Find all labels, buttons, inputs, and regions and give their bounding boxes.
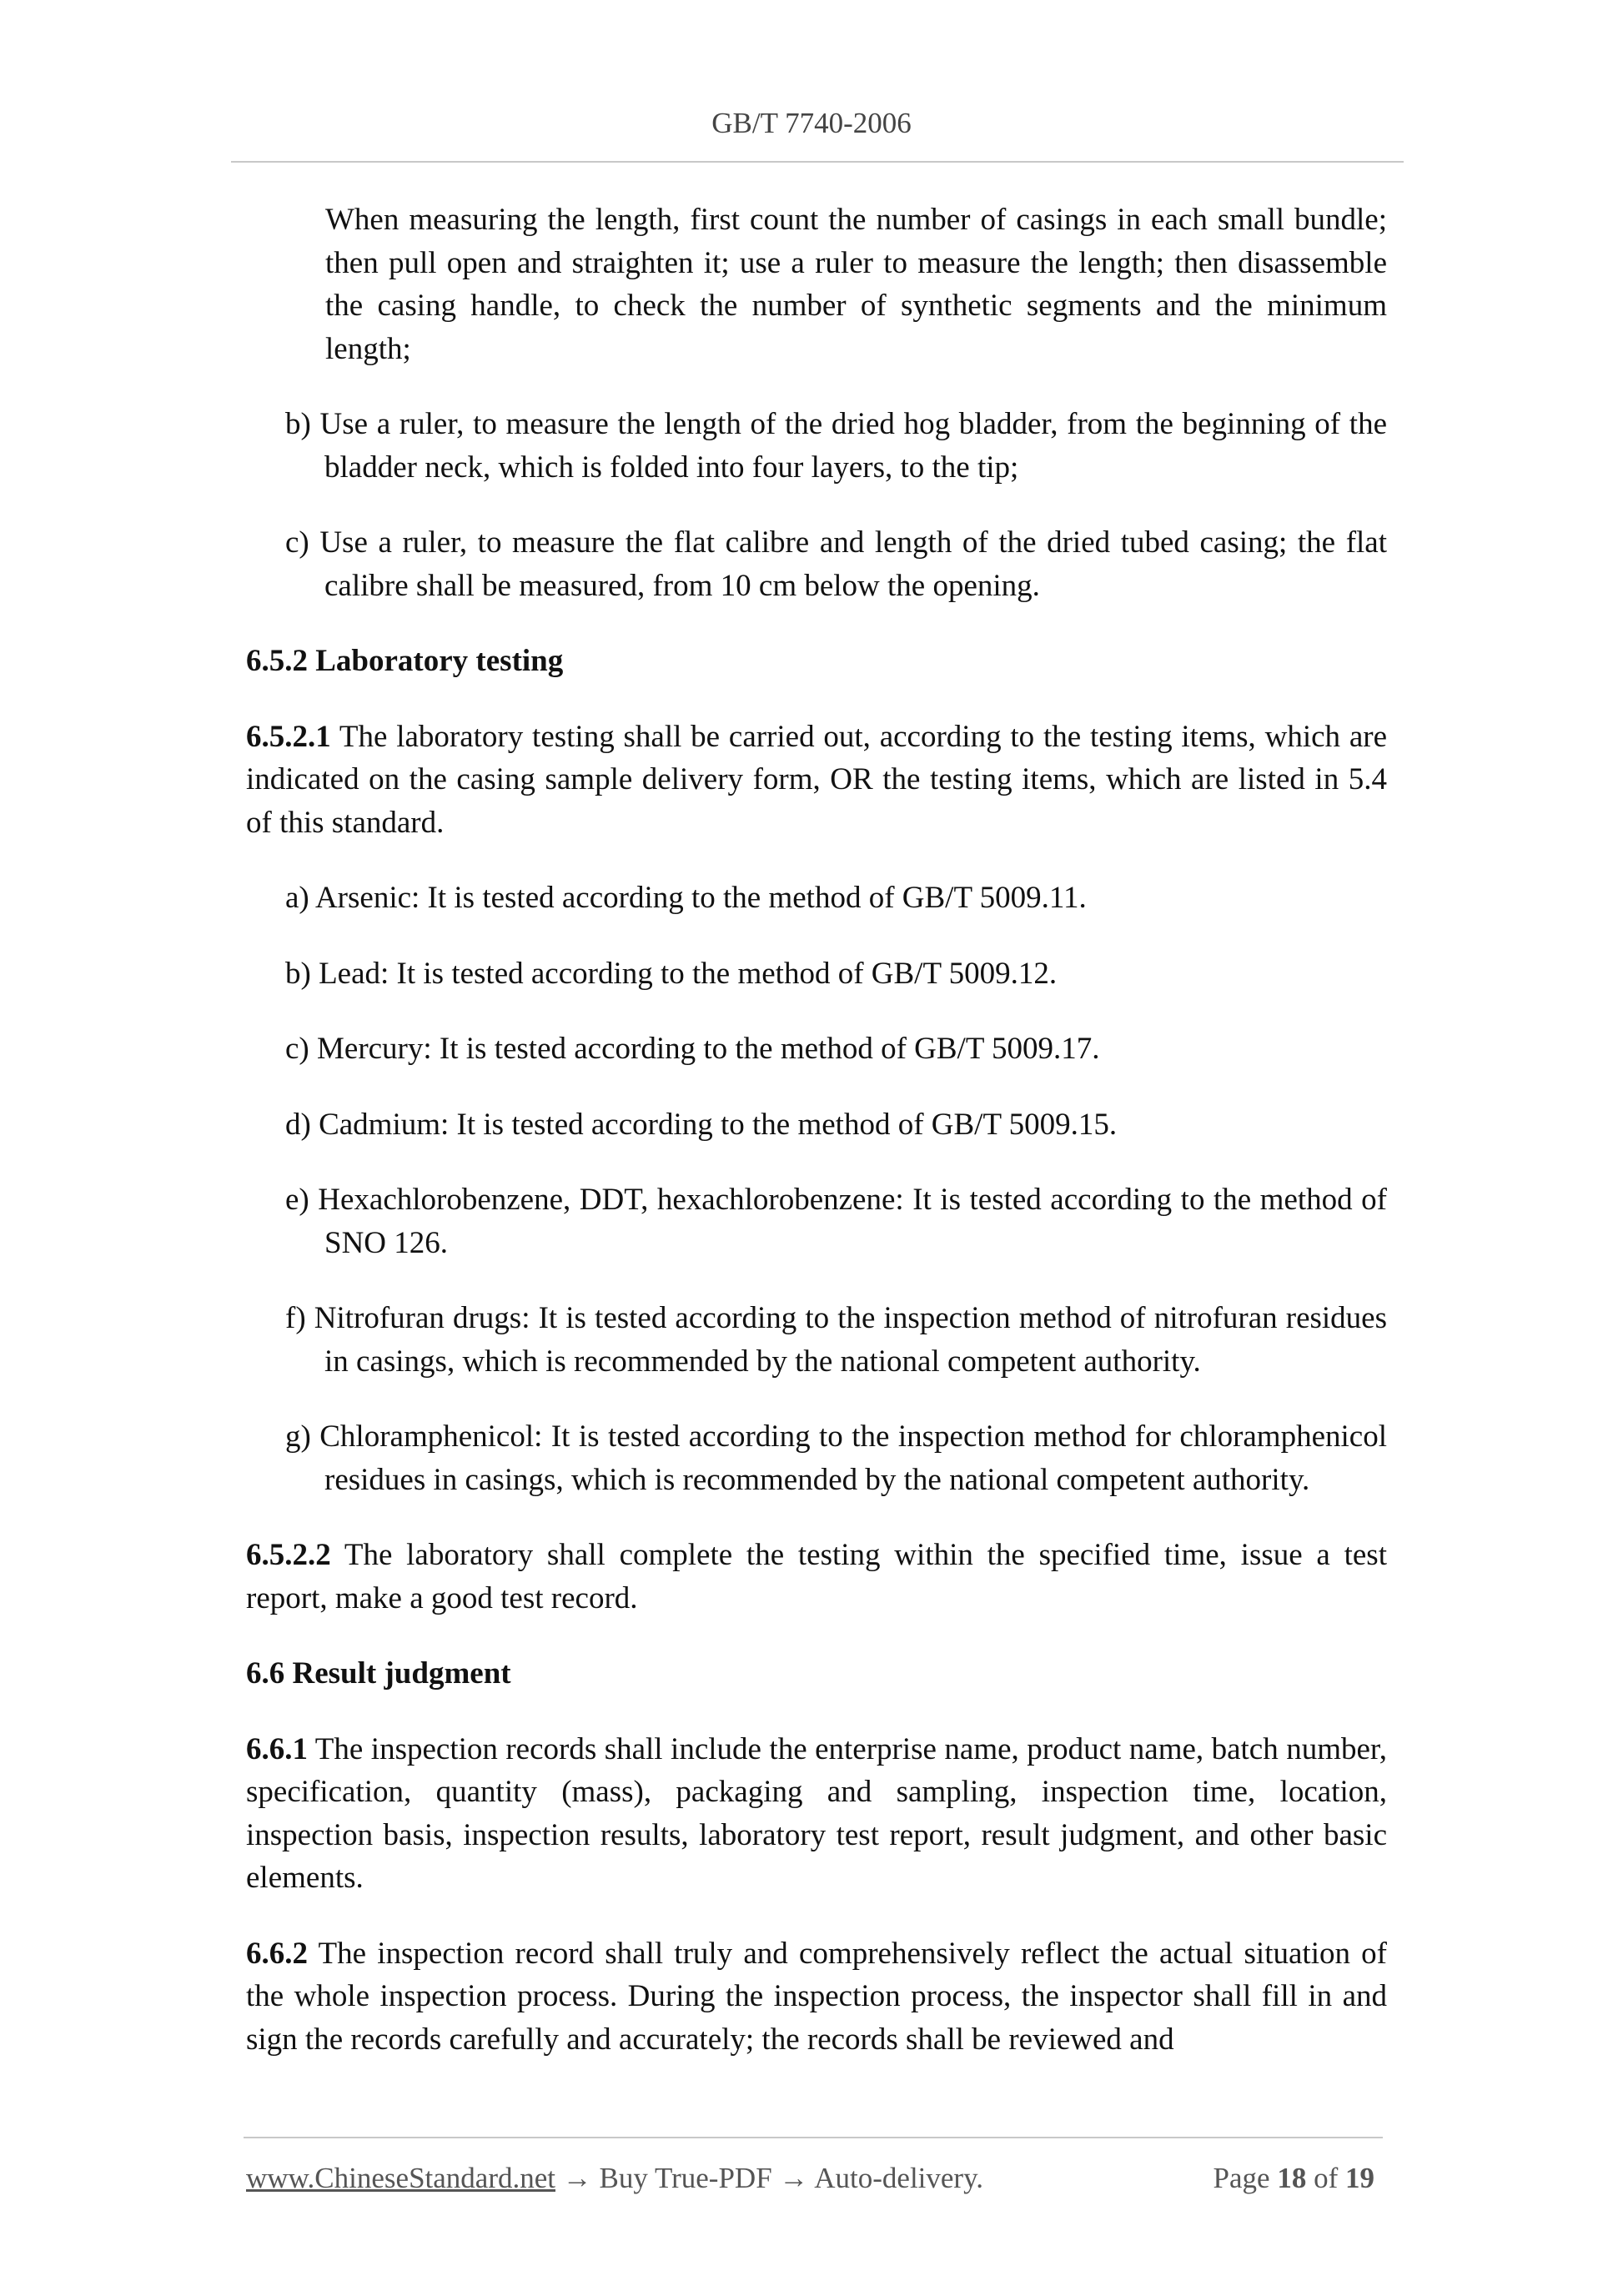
document-body bbox=[246, 198, 1387, 2093]
list-item-e-hexachlorobenzene: e) Hexachlorobenzene, DDT, hexachlorobenzene: It is tested according to the method of SNO 126. bbox=[285, 1183, 1387, 1260]
footer-divider bbox=[244, 2137, 1383, 2138]
section-heading-6-5-2: 6.5.2 Laboratory testing bbox=[246, 644, 564, 678]
arrow-right-icon: → bbox=[555, 2162, 600, 2194]
clause-number: 6.6.1 bbox=[246, 1731, 308, 1766]
clause-6-6-2 bbox=[246, 1932, 1387, 2062]
page-indicator bbox=[1213, 2162, 1374, 2195]
list-item-c-tubed-casing: c) Use a ruler, to measure the flat calibre and length of the dried tubed casing; the flat calibre shall be measured, from 10 cm below the opening. bbox=[285, 525, 1387, 603]
section-heading-6-6: 6.6 Result judgment bbox=[246, 1656, 511, 1691]
list-item-d-cadmium: d) Cadmium: It is tested according to the method of GB/T 5009.15. bbox=[285, 1107, 1118, 1142]
footer-links bbox=[246, 2162, 983, 2195]
list-item-c-mercury: c) Mercury: It is tested according to the method of GB/T 5009.17. bbox=[285, 1032, 1100, 1066]
clause-6-6-1 bbox=[246, 1728, 1387, 1900]
clause-text: The laboratory shall complete the testing within the specified time, issue a test report, make a good test record. bbox=[246, 1538, 1387, 1615]
auto-delivery-text: Auto-delivery. bbox=[814, 2162, 984, 2194]
page-header-title: GB/T 7740-2006 bbox=[711, 107, 912, 139]
total-page-number: 19 bbox=[1345, 2162, 1374, 2194]
clause-text: The inspection record shall truly and comprehensively reflect the actual situation of the whole inspection process. During the inspection process, the inspector shall fill in and sign the records carefully and accurately; the records shall be reviewed and bbox=[246, 1936, 1387, 2057]
list-item-g-chloramphenicol: g) Chloramphenicol: It is tested according to the inspection method for chloramphenicol residues in casings, which is recommended by the national competent authority. bbox=[285, 1419, 1387, 1497]
list-item-b-bladder: b) Use a ruler, to measure the length of the dried hog bladder, from the beginning of the bladder neck, which is folded into four layers, to the tip; bbox=[285, 407, 1387, 485]
header-divider bbox=[231, 161, 1404, 163]
clause-number: 6.5.2.1 bbox=[246, 719, 331, 754]
clause-6-5-2-2 bbox=[246, 1534, 1387, 1620]
chinese-standard-link[interactable]: www.ChineseStandard.net bbox=[246, 2162, 555, 2194]
buy-true-pdf-text: Buy True-PDF bbox=[599, 2162, 772, 2194]
list-item-f-nitrofuran: f) Nitrofuran drugs: It is tested according to the inspection method of nitrofuran residues in casings, which is recommended by the national competent authority. bbox=[285, 1301, 1387, 1379]
list-item-a-arsenic: a) Arsenic: It is tested according to the method of GB/T 5009.11. bbox=[285, 881, 1087, 915]
list-item-b-lead: b) Lead: It is tested according to the method of GB/T 5009.12. bbox=[285, 956, 1058, 991]
clause-text: The inspection records shall include the enterprise name, product name, batch number, specification, quantity (mass), packaging and sampling, inspection time, location, inspection basis, inspection results, laboratory test report, result judgment, and other basic elements. bbox=[246, 1731, 1387, 1895]
arrow-right-icon: → bbox=[771, 2162, 815, 2194]
clause-6-5-2-1 bbox=[246, 716, 1387, 845]
current-page-number: 18 bbox=[1277, 2162, 1307, 2194]
clause-number: 6.6.2 bbox=[246, 1936, 308, 1971]
clause-text: The laboratory testing shall be carried out, according to the testing items, which are indicated on the casing sample delivery form, OR the testing items, which are listed in 5.4 of this standard. bbox=[246, 719, 1387, 840]
continued-paragraph: When measuring the length, first count the number of casings in each small bundle; then pull open and straighten it; use a ruler to measure the length; then disassemble the casing handle, to check the number of synthetic segments and the minimum length; bbox=[325, 203, 1387, 366]
page-label: Page bbox=[1213, 2162, 1270, 2194]
of-label: of bbox=[1314, 2162, 1339, 2194]
clause-number: 6.5.2.2 bbox=[246, 1538, 331, 1572]
